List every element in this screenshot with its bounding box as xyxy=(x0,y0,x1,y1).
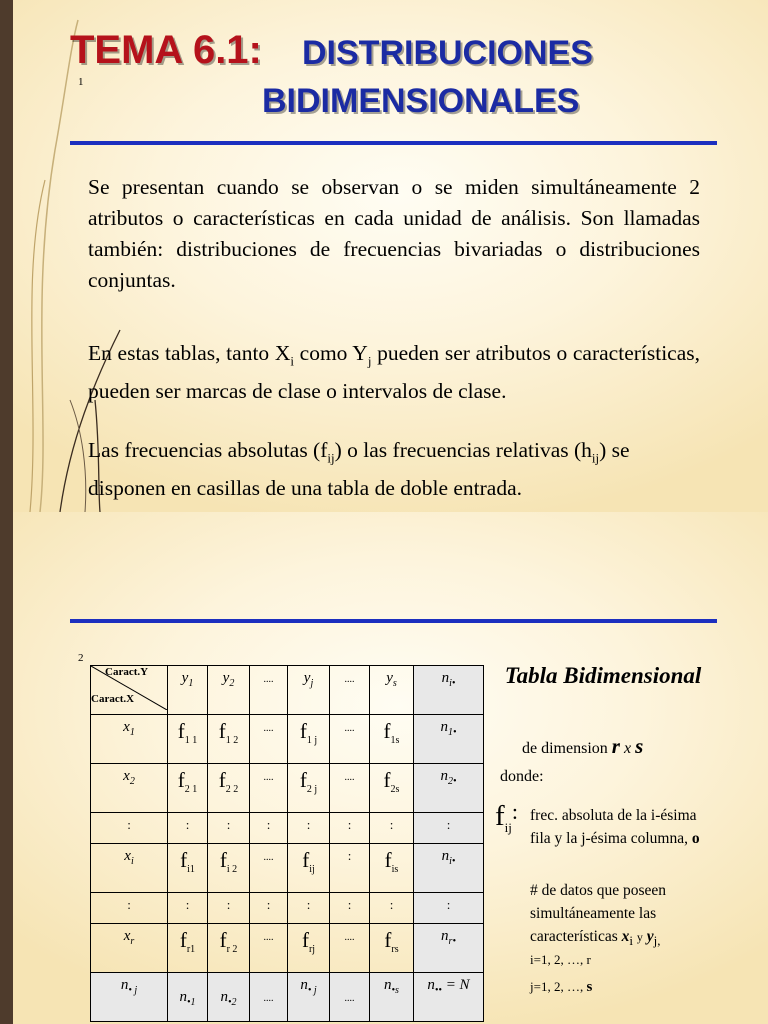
header-ni-dot: $n_{i•}$ xyxy=(414,666,484,715)
cell-dots: .... xyxy=(250,973,288,1022)
cell-colon: : xyxy=(414,893,484,924)
cell-grand-total: $n_{••} = N$ xyxy=(414,973,484,1022)
dimension-text: de dimension r x s xyxy=(522,734,644,758)
paragraph-frequencies: Las frecuencias absolutas $(f_{ij})$ o las frecuencias relativas $(h_{ij})$ se disponen en casillas de una tabla de doble entrada. xyxy=(88,438,630,501)
cell-ni-dot: $n_{i•}$ xyxy=(414,844,484,893)
cell-nr-dot: $n_{r•}$ xyxy=(414,924,484,973)
fij-description-2: # de datos que poseen simultáneamente las características $x_i$ y $y_{j,}$ xyxy=(530,882,667,949)
cell-colon: : xyxy=(288,893,330,924)
cell-colon: : xyxy=(250,893,288,924)
cell-dots: .... xyxy=(330,973,370,1022)
corner-label-x: Caract.X xyxy=(91,693,135,705)
row-label-xr: $x_r$ xyxy=(91,924,168,973)
table-title: Tabla Bidimensional xyxy=(504,663,702,688)
cell-n2-dot: $n_{2•}$ xyxy=(414,764,484,813)
title-prefix: TEMA 6.1: xyxy=(70,28,262,72)
table-row xyxy=(91,813,484,844)
slide-side-bar xyxy=(0,512,13,1024)
header-y2: $y_2$ xyxy=(208,666,250,715)
fij-description: frec. absoluta de la i-ésima fila y la j-ésima columna, o xyxy=(530,807,700,847)
cell-colon: : xyxy=(330,893,370,924)
header-dots: .... xyxy=(330,666,370,715)
row-label-n-dot-j: $n_{• j}$ xyxy=(91,973,168,1022)
cell-n-dot-s: $n_{•s}$ xyxy=(370,973,414,1022)
cell-colon: : xyxy=(208,813,250,844)
cell-frs: $f_{rs}$ xyxy=(370,924,414,973)
table-row xyxy=(91,715,484,764)
cell-colon: : xyxy=(168,893,208,924)
cell-f1j: $f_{1 j}$ xyxy=(288,715,330,764)
row-label-x2: $x_2$ xyxy=(91,764,168,813)
cell-colon: : xyxy=(288,813,330,844)
cell-colon: : xyxy=(370,813,414,844)
cell-f1s: $f_{1s}$ xyxy=(370,715,414,764)
cell-dots: .... xyxy=(250,924,288,973)
cell-f11: $f_{1 1}$ xyxy=(168,715,208,764)
cell-fij: $f_{ij}$ xyxy=(288,844,330,893)
title-line-1: DISTRIBUCIONES xyxy=(302,34,593,72)
cell-dots: .... xyxy=(250,715,288,764)
cell-n-dot-1: $n_{•1}$ xyxy=(168,973,208,1022)
cell-colon: : xyxy=(370,893,414,924)
table-row xyxy=(91,893,484,924)
slide-top-rule xyxy=(70,619,717,623)
cell-f21: $f_{2 1}$ xyxy=(168,764,208,813)
cell-f2s: $f_{2s}$ xyxy=(370,764,414,813)
cell-colon: : xyxy=(208,893,250,924)
table-row xyxy=(91,764,484,813)
cell-fis: $f_{is}$ xyxy=(370,844,414,893)
cell-dots: .... xyxy=(250,764,288,813)
slide-2 xyxy=(0,512,768,1024)
cell-dots: .... xyxy=(330,764,370,813)
cell-frj: $f_{rj}$ xyxy=(288,924,330,973)
corner-label-y: Caract.Y xyxy=(105,666,149,678)
table-row xyxy=(91,924,484,973)
cell-dots: .... xyxy=(250,844,288,893)
cell-n-dot-j: $n_{• j}$ xyxy=(288,973,330,1022)
fij-symbol: $f_{ij}^:$ xyxy=(495,799,519,835)
cell-fi1: $f_{i1}$ xyxy=(168,844,208,893)
slide-number: 2 xyxy=(78,652,84,664)
cell-fr1: $f_{r1}$ xyxy=(168,924,208,973)
table-row xyxy=(91,973,484,1022)
header-ys: $y_s$ xyxy=(370,666,414,715)
cell-colon: : xyxy=(91,893,168,924)
cell-fi2: $f_{i 2}$ xyxy=(208,844,250,893)
cell-f2j: $f_{2 j}$ xyxy=(288,764,330,813)
title-underline xyxy=(70,141,717,145)
cell-colon: : xyxy=(91,813,168,844)
cell-f12: $f_{1 2}$ xyxy=(208,715,250,764)
table-row xyxy=(91,666,484,715)
cell-n1-dot: $n_{1•}$ xyxy=(414,715,484,764)
table-corner-cell xyxy=(91,666,168,715)
cell-colon: : xyxy=(330,813,370,844)
cell-n-dot-2: $n_{•2}$ xyxy=(208,973,250,1022)
cell-colon: : xyxy=(250,813,288,844)
slide-number: 1 xyxy=(78,76,84,88)
header-y1: $y_1$ xyxy=(168,666,208,715)
paragraph-intro: Se presentan cuando se observan o se miden simultáneamente 2 atributos o características en cada unidad de análisis. Son llamadas también: distribuciones de frecuencias bivariadas o distribuciones conjuntas. xyxy=(88,175,700,292)
cell-dots: .... xyxy=(330,924,370,973)
table-row xyxy=(91,844,484,893)
range-j: j=1, 2, …, s xyxy=(530,979,593,995)
range-i: i=1, 2, …, r xyxy=(530,952,591,967)
donde-label: donde: xyxy=(500,768,544,785)
header-dots: .... xyxy=(250,666,288,715)
cell-colon: : xyxy=(414,813,484,844)
cell-fr2: $f_{r 2}$ xyxy=(208,924,250,973)
bidimensional-table xyxy=(90,665,484,1022)
cell-f22: $f_{2 2}$ xyxy=(208,764,250,813)
paragraph-variables: En estas tablas, tanto $X_i$ como $Y_j$ pueden ser atributos o características, pueden ser marcas de clase o intervalos de clase. xyxy=(88,341,701,404)
cell-colon: : xyxy=(330,844,370,893)
cell-dots: .... xyxy=(330,715,370,764)
row-label-xi: $x_i$ xyxy=(91,844,168,893)
row-label-x1: $x_1$ xyxy=(91,715,168,764)
cell-colon: : xyxy=(168,813,208,844)
title-line-2: BIDIMENSIONALES xyxy=(262,82,580,120)
header-yj: $y_j$ xyxy=(288,666,330,715)
